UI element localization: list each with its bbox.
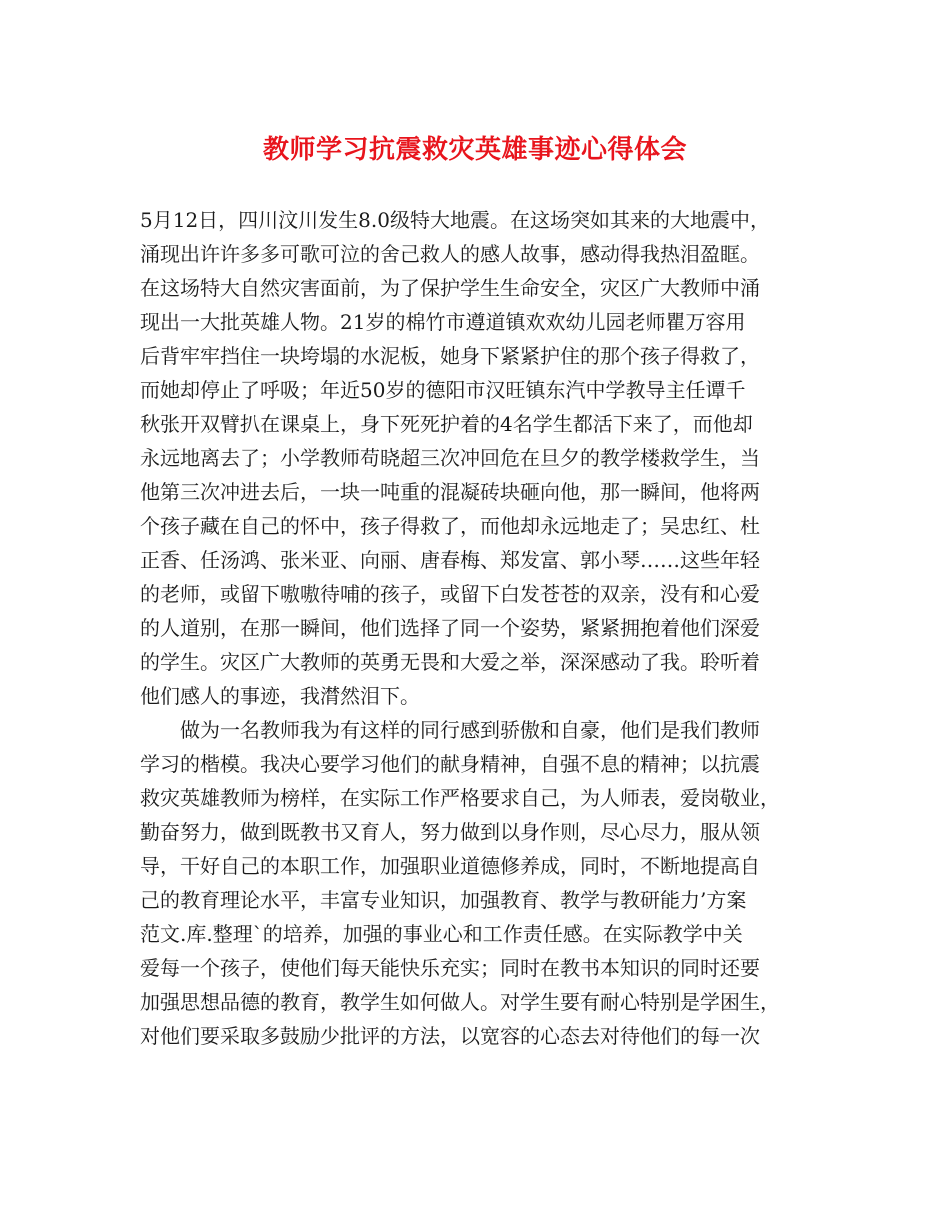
text-line: 后背牢牢挡住一块垮塌的水泥板，她身下紧紧护住的那个孩子得救了，	[140, 344, 760, 368]
paragraph-2	[140, 713, 820, 1053]
text-line: 爱每一个孩子，使他们每天能快乐充实；同时在教书本知识的同时还要	[140, 956, 760, 980]
text-line: 现出一大批英雄人物。21岁的棉竹市遵道镇欢欢幼儿园老师瞿万容用	[140, 310, 746, 334]
text-line: 学习的楷模。我决心要学习他们的献身精神，自强不息的精神；以抗震	[140, 752, 760, 776]
paragraph-1	[140, 203, 820, 713]
text-line: 的人道别，在那一瞬间，他们选择了同一个姿势，紧紧拥抱着他们深爱	[140, 616, 760, 640]
text-line: 他们感人的事迹，我潸然泪下。	[140, 684, 420, 708]
text-line: 救灾英雄教师为榜样，在实际工作严格要求自己，为人师表，爱岗敬业，	[140, 786, 780, 810]
text-line: 秋张开双臂扒在课桌上，身下死死护着的4名学生都活下来了，而他却	[140, 412, 753, 436]
text-line: 的学生。灾区广大教师的英勇无畏和大爱之举，深深感动了我。聆听着	[140, 650, 760, 674]
document-body	[140, 203, 820, 1053]
text-line: 勤奋努力，做到既教书又育人，努力做到以身作则，尽心尽力，服从领	[140, 820, 760, 844]
text-line: 范文.库.整理`的培养，加强的事业心和工作责任感。在实际教学中关	[140, 922, 743, 946]
text-line: 做为一名教师我为有这样的同行感到骄傲和自豪，他们是我们教师	[140, 718, 760, 742]
text-line: 个孩子藏在自己的怀中，孩子得救了，而他却永远地走了；吴忠红、杜	[140, 514, 760, 538]
document-title: 教师学习抗震救灾英雄事迹心得体会	[262, 135, 687, 165]
text-line: 永远地离去了；小学教师苟晓超三次冲回危在旦夕的教学楼救学生，当	[140, 446, 760, 470]
text-line: 己的教育理论水平，丰富专业知识，加强教育、教学与教研能力’方案	[140, 888, 747, 912]
text-line: 导，干好自己的本职工作，加强职业道德修养成，同时，不断地提高自	[140, 854, 760, 878]
text-line: 涌现出许许多多可歌可泣的舍己救人的感人故事，感动得我热泪盈眶。	[140, 242, 760, 266]
text-line: 他第三次冲进去后，一块一吨重的混凝砖块砸向他，那一瞬间，他将两	[140, 480, 760, 504]
text-line: 在这场特大自然灾害面前，为了保护学生生命安全，灾区广大教师中涌	[140, 276, 760, 300]
text-line: 加强思想品德的教育，教学生如何做人。对学生要有耐心特别是学困生，	[140, 990, 780, 1014]
text-line: 的老师，或留下嗷嗷待哺的孩子，或留下白发苍苍的双亲，没有和心爱	[140, 582, 760, 606]
text-line: 5月12日，四川汶川发生8.0级特大地震。在这场突如其来的大地震中，	[140, 208, 770, 232]
text-line: 而她却停止了呼吸；年近50岁的德阳市汉旺镇东汽中学教导主任谭千	[140, 378, 746, 402]
text-line: 对他们要采取多鼓励少批评的方法，以宽容的心态去对待他们的每一次	[140, 1024, 760, 1048]
text-line: 正香、任汤鸿、张米亚、向丽、唐春梅、郑发富、郭小琴……这些年轻	[140, 548, 760, 572]
